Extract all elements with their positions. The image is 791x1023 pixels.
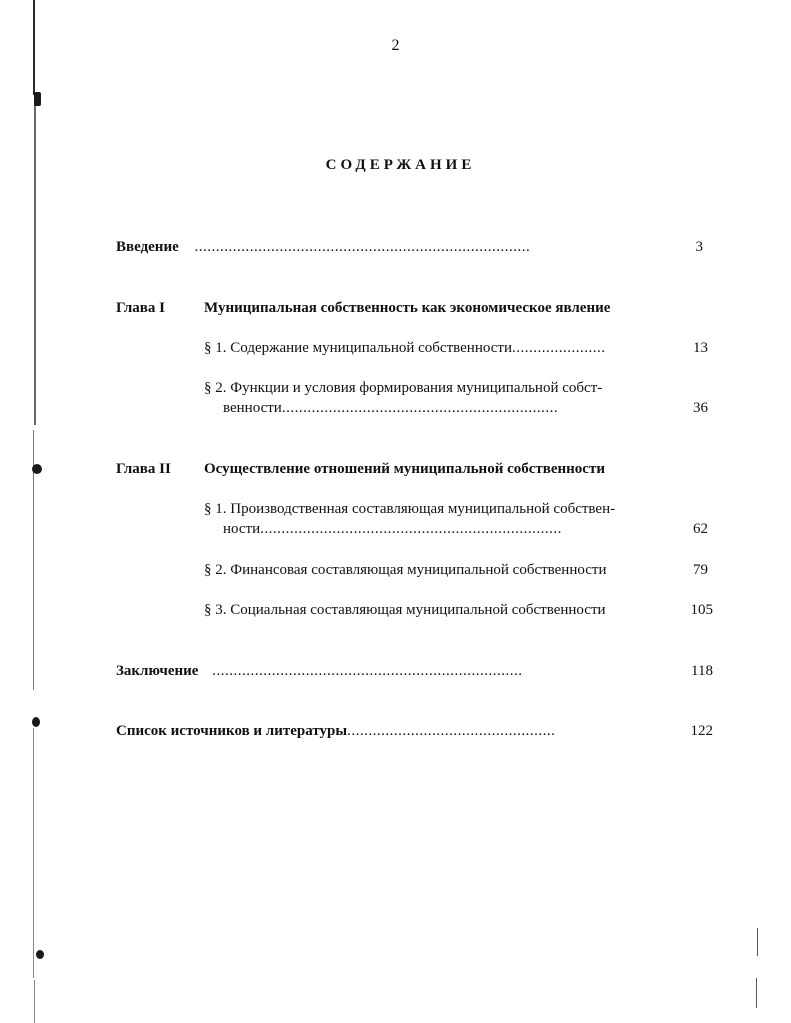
scan-blob: [36, 950, 44, 959]
chapter-label: Глава II: [116, 461, 171, 477]
scan-line: [757, 928, 758, 956]
page-ref: 62: [693, 521, 708, 537]
toc-entry-conclusion: [116, 661, 662, 681]
leader-dots: .................................................: [347, 723, 556, 739]
page-ref: 36: [693, 400, 708, 416]
page-ref: 105: [690, 602, 713, 618]
page-title: СОДЕРЖАНИЕ: [325, 157, 476, 173]
scan-blob: [32, 717, 40, 727]
chapter-title: Осуществление отношений муниципальной собственности: [204, 461, 605, 477]
toc-entry-section: [223, 519, 660, 539]
leader-dots: .................................................................: [281, 400, 559, 416]
page-ref: 79: [693, 562, 708, 578]
toc-entry-sources: [116, 721, 635, 741]
section-title: § 2. Финансовая составляющая муниципальной собственности: [204, 562, 607, 578]
scan-line: [34, 95, 36, 425]
section-title-line2: венности: [223, 400, 282, 416]
page-ref: 3: [695, 239, 703, 255]
page-ref: 122: [690, 723, 713, 739]
section-title-line1: § 1. Производственная составляющая муниципальной собствен-: [204, 501, 616, 517]
toc-entry-section: [204, 338, 624, 358]
scan-blob: [34, 92, 41, 106]
toc-entry-section: [223, 398, 647, 418]
page-number: 2: [391, 37, 400, 54]
scan-blob: [32, 464, 42, 474]
toc-label: Список источников и литературы: [116, 723, 348, 739]
scan-line: [756, 978, 757, 1008]
toc-label: Введение: [116, 239, 179, 255]
section-title: § 3. Социальная составляющая муниципальной собственности: [204, 602, 606, 618]
leader-dots: ...............................................................................: [194, 239, 531, 255]
toc-label: Заключение: [116, 663, 199, 679]
page-ref: 118: [691, 663, 713, 679]
scan-line: [34, 980, 35, 1023]
leader-dots: ......................: [511, 340, 606, 356]
chapter-label: Глава I: [116, 300, 165, 316]
leader-dots: .......................................................................: [260, 521, 562, 537]
scan-line: [33, 728, 34, 978]
scan-margin-artifacts: [0, 0, 40, 1023]
section-title: § 1. Содержание муниципальной собственности: [204, 340, 512, 356]
page-ref: 13: [693, 340, 708, 356]
leader-dots: .........................................................................: [212, 663, 523, 679]
section-title-line1: § 2. Функции и условия формирования муниципальной собст-: [204, 380, 603, 396]
toc-entry-intro: [116, 237, 665, 257]
chapter-title: Муниципальная собственность как экономическое явление: [204, 300, 611, 316]
section-title-line2: ности: [223, 521, 261, 537]
